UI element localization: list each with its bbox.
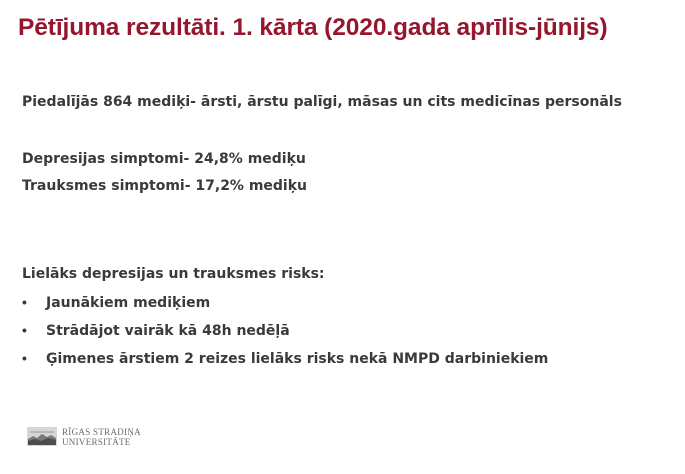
- risk-list-item: [22, 294, 210, 311]
- risk-item-text: Strādājot vairāk kā 48h nedēļā: [46, 323, 290, 339]
- university-logo: [27, 426, 157, 450]
- risk-item-text: Ģimenes ārstiem 2 reizes lielāks risks nekā NMPD darbiniekiem: [46, 351, 549, 367]
- participants-text: Piedalījās 864 mediķi- ārsti, ārstu palīgi, māsas un cits medicīnas personāls: [22, 94, 622, 110]
- risk-item-text: Jaunākiem mediķiem: [46, 295, 211, 311]
- logo-text-line2: UNIVERSITĀTE: [62, 437, 131, 447]
- bullet-icon: •: [22, 350, 27, 366]
- bullet-icon: •: [22, 322, 27, 338]
- anxiety-stat: Trauksmes simptomi- 17,2% mediķu: [22, 178, 308, 194]
- slide-title: Pētījuma rezultāti. 1. kārta (2020.gada aprīlis-jūnijs): [18, 14, 608, 41]
- logo-text-line1: RĪGAS STRADIŅA: [62, 427, 141, 437]
- bullet-icon: •: [22, 294, 27, 310]
- risk-heading: Lielāks depresijas un trauksmes risks:: [22, 266, 325, 282]
- risk-list-item: [22, 350, 548, 367]
- rsu-logo-icon: [27, 427, 59, 447]
- depression-stat: Depresijas simptomi- 24,8% mediķu: [22, 151, 306, 167]
- risk-list-item: [22, 322, 290, 339]
